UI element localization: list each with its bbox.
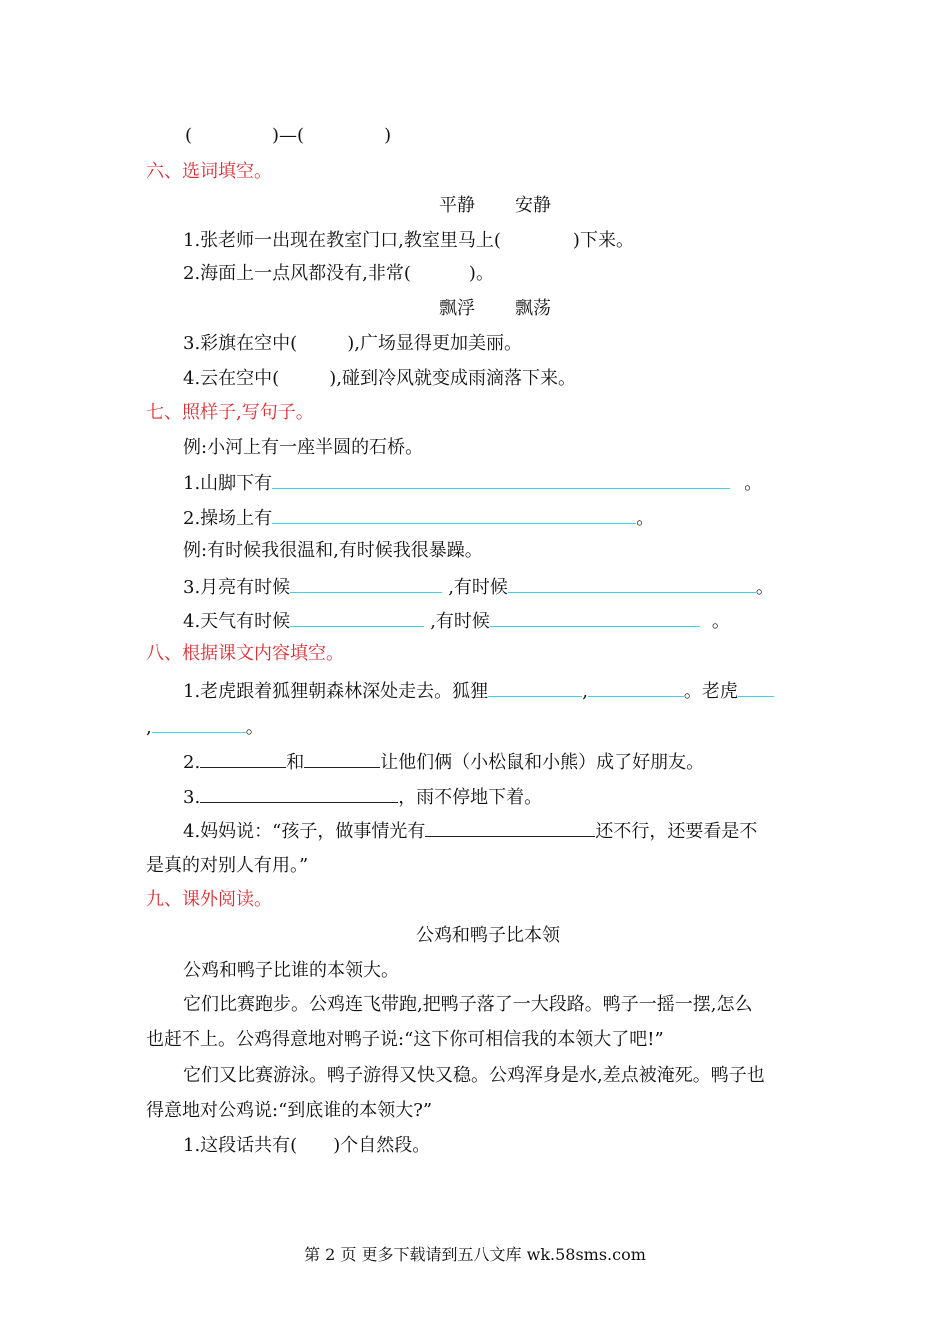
s7-example-2: 例:有时候我很温和,有时候我很暴躁。: [183, 540, 483, 561]
answer-line[interactable]: [152, 714, 246, 733]
answer-line[interactable]: [490, 608, 700, 627]
s6-question-4: 4.云在空中( ),碰到冷风就变成雨滴落下来。: [183, 368, 576, 389]
answer-line[interactable]: [200, 749, 286, 768]
story-paragraph-3-cont: 得意地对公鸡说:“到底谁的本领大?”: [146, 1100, 433, 1121]
answer-line[interactable]: [200, 784, 398, 803]
answer-line[interactable]: [272, 505, 636, 524]
answer-line[interactable]: [290, 574, 442, 593]
answer-line[interactable]: [272, 470, 730, 489]
story-paragraph-3: 它们又比赛游泳。鸭子游得又快又稳。公鸡浑身是水,差点被淹死。鸭子也: [183, 1065, 765, 1086]
s9-question-1: 1.这段话共有( )个自然段。: [183, 1135, 431, 1156]
s8-question-4: 4.妈妈说：“孩子，做事情光有 还不行，还要看是不: [183, 818, 757, 844]
answer-line[interactable]: [425, 818, 595, 837]
s6-question-1: 1.张老师一出现在教室门口,教室里马上( )下来。: [183, 230, 634, 251]
answer-line[interactable]: [304, 749, 380, 768]
answer-line[interactable]: [508, 574, 756, 593]
word-choices-2: 飘浮 飘荡: [439, 298, 551, 319]
s8-question-1-cont: , 。: [146, 714, 264, 740]
s7-question-1: 1.山脚下有 。: [183, 470, 762, 496]
page-footer: 第 2 页 更多下载请到五八文库 wk.58sms.com: [304, 1245, 646, 1264]
story-paragraph-2-cont: 也赶不上。公鸡得意地对鸭子说:“这下你可相信我的本领大了吧!”: [146, 1029, 664, 1050]
story-paragraph-1: 公鸡和鸭子比谁的本领大。: [183, 960, 399, 981]
story-title: 公鸡和鸭子比本领: [416, 925, 560, 946]
s7-question-2: 2.操场上有 。: [183, 505, 654, 531]
section-7-title: 七、照样子,写句子。: [146, 402, 314, 423]
s6-question-2: 2.海面上一点风都没有,非常( )。: [183, 263, 494, 284]
answer-line[interactable]: [588, 678, 684, 697]
answer-line[interactable]: [488, 678, 582, 697]
answer-line[interactable]: [290, 608, 424, 627]
word-choices-1: 平静 安静: [439, 195, 551, 216]
s6-question-3: 3.彩旗在空中( ),广场显得更加美丽。: [183, 333, 522, 354]
s7-question-4: 4.天气有时候 ,有时候 。: [183, 608, 730, 634]
section-9-title: 九、课外阅读。: [146, 889, 272, 910]
s7-example-1: 例:小河上有一座半圆的石桥。: [183, 437, 424, 458]
s8-question-1: 1.老虎跟着狐狸朝森林深处走去。狐狸 , 。老虎: [183, 678, 774, 704]
top-blank-line: ( )—( ): [185, 125, 392, 146]
section-6-title: 六、选词填空。: [146, 161, 272, 182]
answer-line[interactable]: [738, 678, 774, 697]
s7-question-3: 3.月亮有时候 ,有时候 。: [183, 574, 774, 600]
section-8-title: 八、根据课文内容填空。: [146, 643, 344, 664]
story-paragraph-2: 它们比赛跑步。公鸡连飞带跑,把鸭子落了一大段路。鸭子一摇一摆,怎么: [183, 994, 753, 1015]
s8-question-3: 3. ，雨不停地下着。: [183, 784, 542, 810]
s8-question-2: 2. 和 让他们俩（小松鼠和小熊）成了好朋友。: [183, 749, 704, 775]
s8-question-4-cont: 是真的对别人有用。”: [146, 855, 309, 876]
